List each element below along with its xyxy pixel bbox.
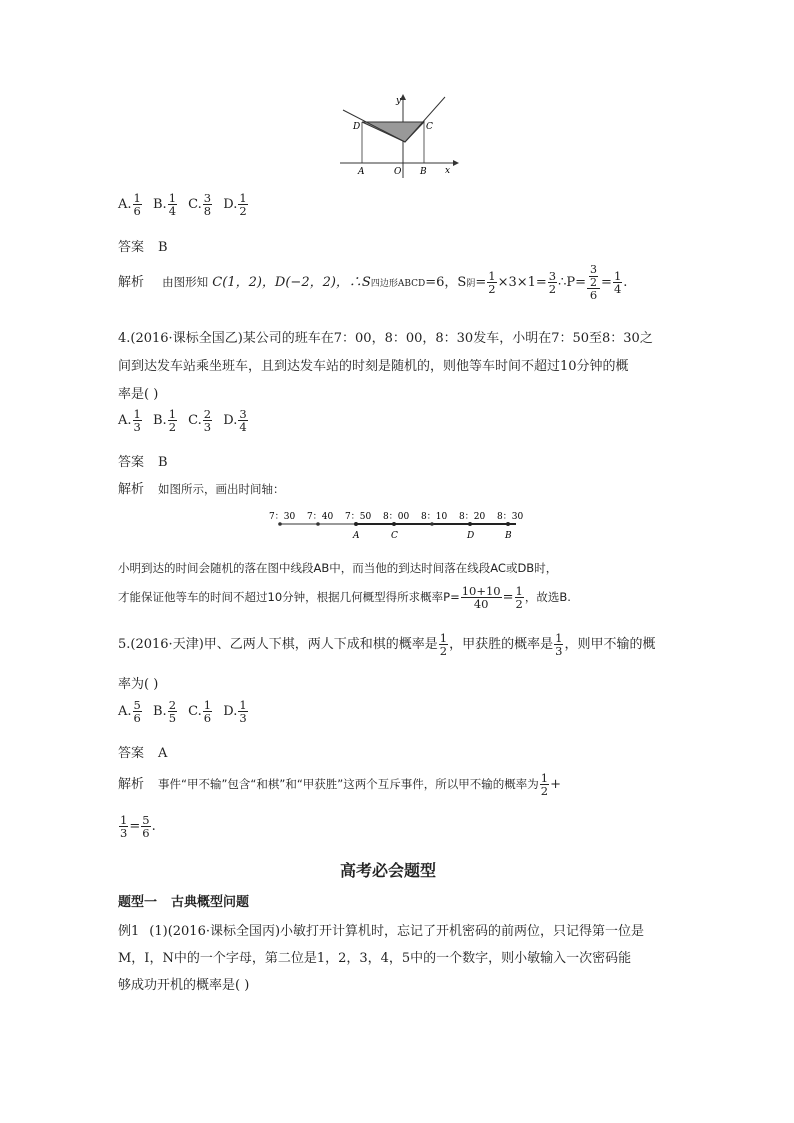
tick-830: 8：30: [497, 512, 524, 522]
q3-answer: 答案 B: [118, 240, 168, 255]
option-d: D. $\frac{1}{2}$: [223, 191, 247, 219]
type-heading: 题型一 古典概型问题: [118, 895, 250, 910]
q4-options: [118, 408, 249, 433]
q4-line3: 率是( ): [118, 387, 159, 402]
point-d: D: [467, 531, 475, 541]
example-line2: M，I，N中的一个字母，第二位是1，2，3，4，5中的一个数字，则小敏输入一次密码能: [118, 951, 632, 966]
q3-options: [118, 192, 249, 217]
q5-analysis-cont: $\frac{1}{3}$ = $\frac{5}{6}$ .: [120, 813, 156, 841]
tick-820: 8：20: [459, 512, 486, 522]
y-axis-label: y: [396, 96, 402, 106]
option-b: B. $\frac{1}{2}$: [153, 407, 177, 435]
q4-answer: 答案 B: [118, 455, 168, 470]
option-d: D. $\frac{3}{4}$: [223, 407, 247, 435]
quadrilateral-figure: [335, 92, 460, 180]
q4-explain1: 小明到达的时间会随机的落在图中线段AB中，而当他的到达时间落在线段AC或DB时，: [118, 561, 558, 575]
option-c: C. $\frac{1}{6}$: [188, 698, 212, 726]
q4-line2: 间到达发车站乘坐班车，且到达发车站的时刻是随机的，则他等车时间不超过10分钟的概: [118, 359, 629, 374]
q5-answer: 答案 A: [118, 746, 168, 761]
option-d: D. $\frac{1}{3}$: [223, 698, 247, 726]
point-c: C: [391, 531, 398, 541]
origin-label: O: [394, 167, 402, 177]
q4-line1: 4.(2016·课标全国乙)某公司的班车在7：00，8：00，8：30发车，小明在7：50至8：30之: [118, 331, 653, 346]
section-title: 高考必会题型: [340, 861, 437, 880]
q5-analysis: 解析 事件“甲不输”包含“和棋”和“甲获胜”这两个互斥事件，所以甲不输的概率为 $\frac{1}{2}$ +: [118, 771, 561, 799]
point-b: B: [505, 531, 512, 541]
time-axis-figure: [262, 508, 532, 544]
point-b-label: B: [420, 167, 427, 177]
tick-750: 7：50: [345, 512, 372, 522]
example-line3: 够成功开机的概率是( ): [118, 978, 250, 993]
tick-740: 7：40: [307, 512, 334, 522]
option-a: A. $\frac{1}{3}$: [118, 407, 141, 435]
option-b: B. $\frac{2}{5}$: [153, 698, 177, 726]
point-d-label: D: [353, 122, 361, 132]
option-c: C. $\frac{3}{8}$: [188, 191, 212, 219]
option-b: B. $\frac{1}{4}$: [153, 191, 177, 219]
point-a-label: A: [358, 167, 365, 177]
point-c-label: C: [426, 122, 433, 132]
tick-810: 8：10: [421, 512, 448, 522]
point-a: A: [353, 531, 360, 541]
option-a: A. $\frac{5}{6}$: [118, 698, 141, 726]
q5-line2: 率为( ): [118, 677, 159, 692]
tick-800: 8：00: [383, 512, 410, 522]
q4-analysis: 解析 如图所示，画出时间轴：: [118, 482, 285, 497]
q4-explain2: 才能保证他等车的时间不超过10分钟，根据几何概型得所求概率P= $\frac{10+10}{40}$ = $\frac{1}{2}$ ，故选B.: [118, 584, 571, 612]
example-line1: 例1 (1)(2016·课标全国丙)小敏打开计算机时，忘记了开机密码的前两位，只记得第一位是: [118, 924, 645, 939]
option-a: A. $\frac{1}{6}$: [118, 191, 141, 219]
q5-options: [118, 699, 249, 724]
q3-analysis: 解析 由图形知 C(1，2)，D(−2，2)，∴S四边形ABCD=6，S阴= $\frac{1}{2}$ ×3×1= $\frac{3}{2}$ ∴P= $\frac{\frac{3}{2}}{6}$ = $\frac{1}{4}$ .: [118, 263, 628, 303]
tick-730: 7：30: [269, 512, 296, 522]
q5-line1: 5.(2016·天津)甲、乙两人下棋，两人下成和棋的概率是 $\frac{1}{2}$ ，甲获胜的概率是 $\frac{1}{3}$ ，则甲不输的概: [118, 631, 656, 659]
x-axis-label: x: [445, 166, 451, 176]
option-c: C. $\frac{2}{3}$: [188, 407, 212, 435]
